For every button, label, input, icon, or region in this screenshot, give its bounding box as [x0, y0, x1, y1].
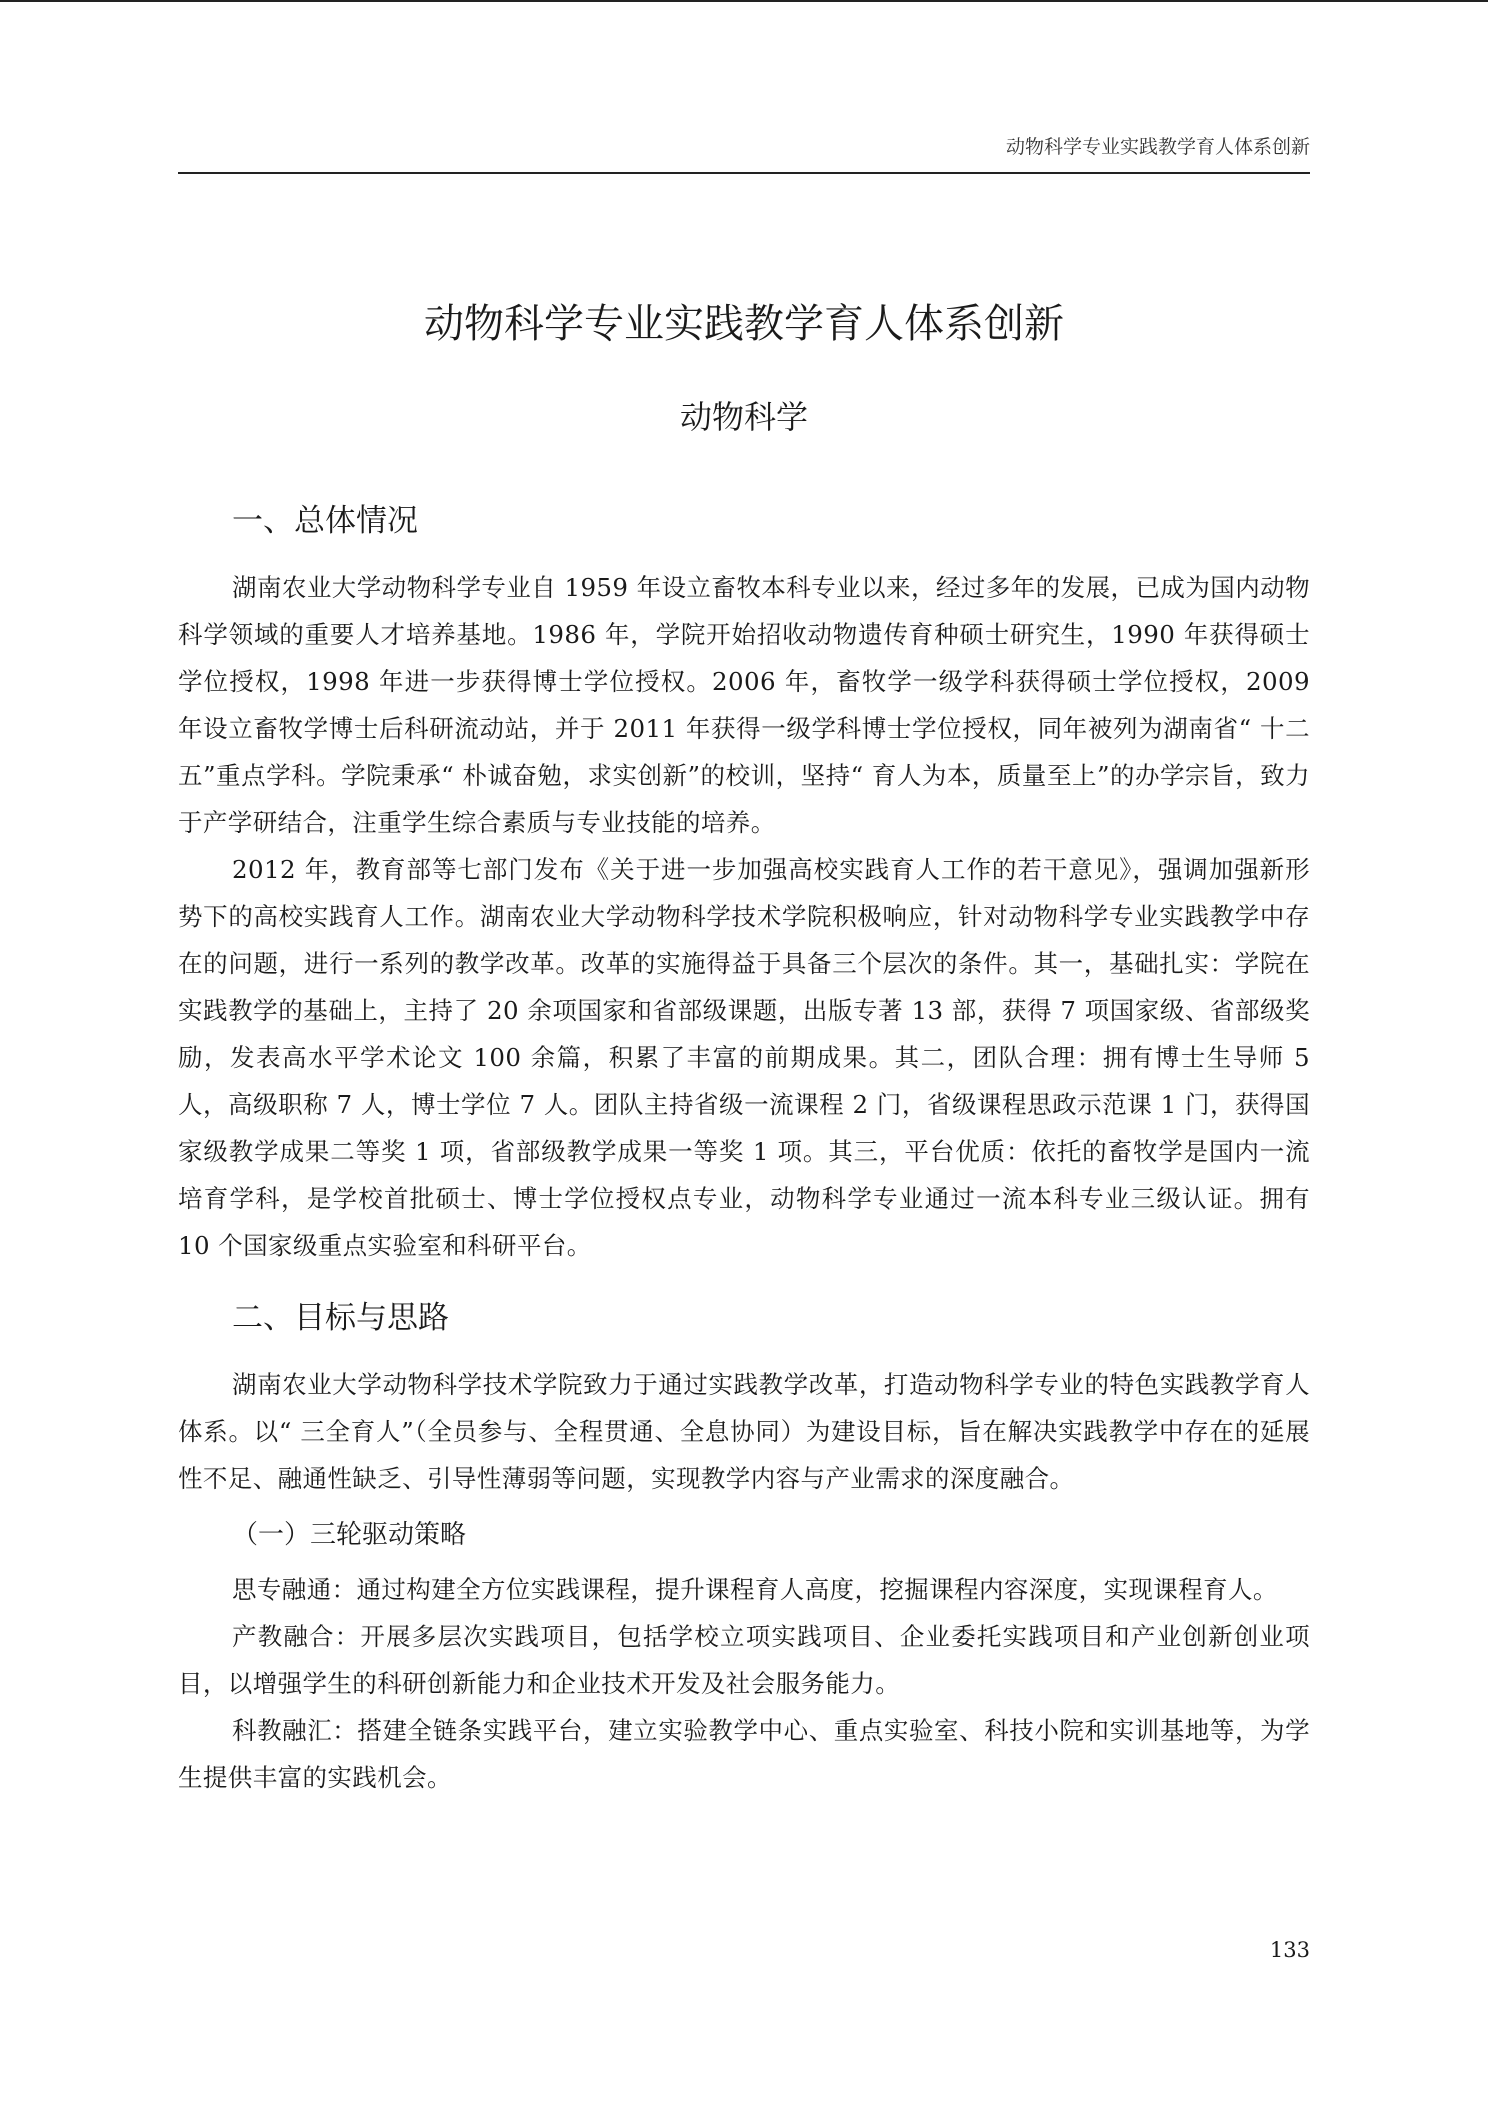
page-number: 133 [1269, 1938, 1310, 1962]
article-author: 动物科学 [679, 398, 808, 436]
paragraph: 2012 年，教育部等七部门发布《关于进一步加强高校实践育人工作的若干意见》，强调加强新形势下的高校实践育人工作。湖南农业大学动物科学技术学院积极响应，针对动物科学专业实践教学中存在的问题，进行一系列的教学改革。改革的实施得益于具备三个层次的条件。其一，基础扎实：学院在实践教学的基础上，主持了 20 余项国家和省部级课题，出版专著 13 部，获得 7 项国家级、省部级奖励，发表高水平学术论文 100 余篇，积累了丰富的前期成果。其二，团队合理：拥有博士生导师 5 人，高级职称 7 人，博士学位 7 人。团队主持省级一流课程 2 门，省级课程思政示范课 1 门，获得国家级教学成果二等奖 1 项，省部级教学成果一等奖 1 项。其三，平台优质：依托的畜牧学是国内一流培育学科，是学校首批硕士、博士学位授权点专业，动物科学专业通过一流本科专业三级认证。拥有 10 个国家级重点实验室和科研平台。 [178, 855, 1310, 1260]
paragraph: 思专融通：通过构建全方位实践课程，提升课程育人高度，挖掘课程内容深度，实现课程育人。 [232, 1575, 1278, 1604]
paragraph: 产教融合：开展多层次实践项目，包括学校立项实践项目、企业委托实践项目和产业创新创业项目，以增强学生的科研创新能力和企业技术开发及社会服务能力。 [178, 1622, 1310, 1698]
paragraph: 湖南农业大学动物科学专业自 1959 年设立畜牧本科专业以来，经过多年的发展，已成为国内动物科学领域的重要人才培养基地。1986 年，学院开始招收动物遗传育种硕士研究生，1990 年获得硕士学位授权，1998 年进一步获得博士学位授权。2006 年，畜牧学一级学科获得硕士学位授权，2009 年设立畜牧学博士后科研流动站，并于 2011 年获得一级学科博士学位授权，同年被列为湖南省“ 十二五”重点学科。学院秉承“ 朴诚奋勉，求实创新”的校训，坚持“ 育人为本，质量至上”的办学宗旨，致力于产学研结合，注重学生综合素质与专业技能的培养。 [178, 573, 1310, 837]
subsection-heading: （一）三轮驱动策略 [232, 1520, 467, 1550]
paragraph: 科教融汇：搭建全链条实践平台，建立实验教学中心、重点实验室、科技小院和实训基地等，为学生提供丰富的实践机会。 [178, 1716, 1310, 1792]
paragraph: 湖南农业大学动物科学技术学院致力于通过实践教学改革，打造动物科学专业的特色实践教学育人体系。以“ 三全育人”（全员参与、全程贯通、全息协同）为建设目标，旨在解决实践教学中存在的延展性不足、融通性缺乏、引导性薄弱等问题，实现教学内容与产业需求的深度融合。 [178, 1370, 1310, 1493]
header-rule [178, 172, 1310, 174]
article-body [178, 496, 1310, 1801]
section-heading: 一、总体情况 [232, 503, 418, 539]
page-top-border [0, 0, 1488, 2]
running-header: 动物科学专业实践教学育人体系创新 [1005, 136, 1310, 158]
section-heading: 二、目标与思路 [232, 1300, 449, 1336]
article-title: 动物科学专业实践教学育人体系创新 [424, 301, 1064, 347]
